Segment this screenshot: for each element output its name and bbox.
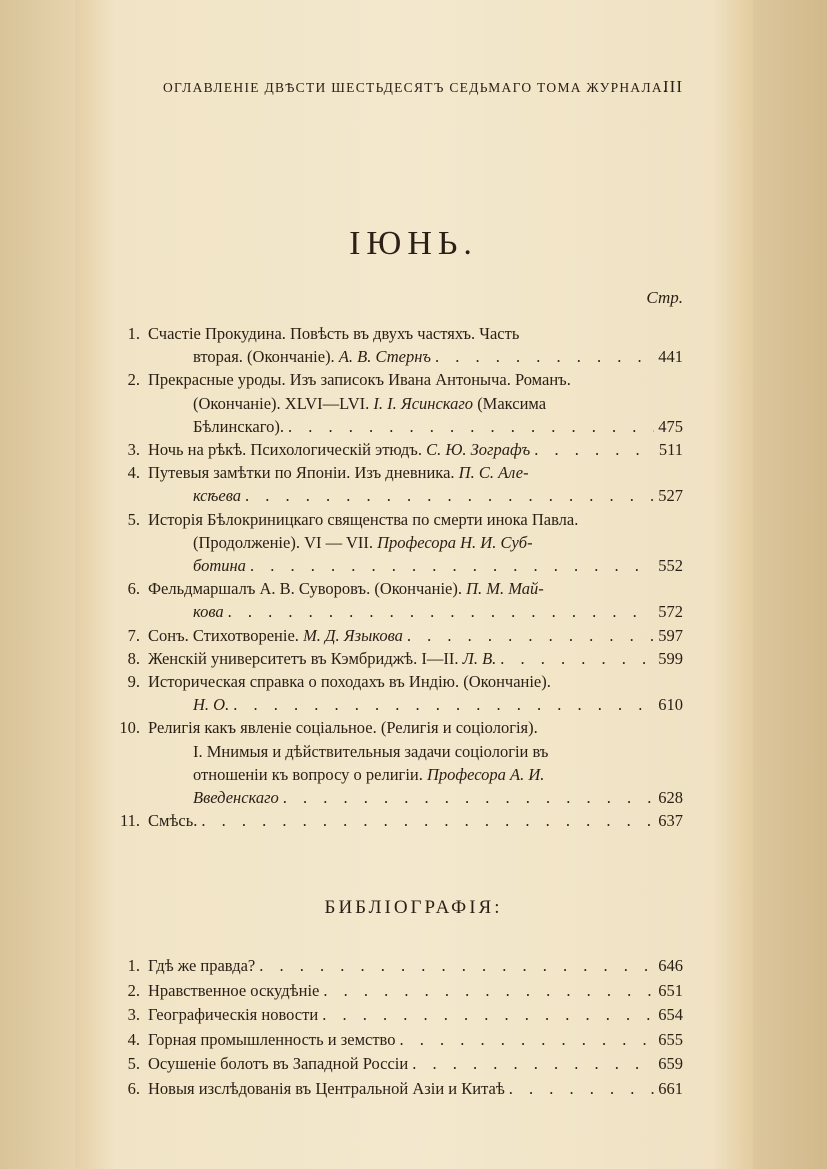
bibliography-title: БИБЛІОГРАФІЯ:: [324, 897, 503, 918]
toc-entry-title: Фельдмаршалъ А. В. Суворовъ. (Окончаніе).: [148, 579, 462, 599]
toc-entry-page: 610: [658, 695, 683, 715]
leader-dots: [412, 1052, 654, 1077]
toc-entry: [110, 577, 683, 623]
list-item-page: 661: [658, 1078, 683, 1098]
toc-entry-title: Прекрасные уроды. Изъ записокъ Ивана Антоныча. Романъ.: [148, 370, 571, 390]
toc-entry-author: Професора А. И.: [427, 764, 545, 784]
list-item-number: 2.: [127, 980, 140, 1000]
toc-entry-text: вторая. (Окончаніе).: [193, 347, 335, 367]
list-item-text: Новыя изслѣдованія въ Центральной Азіи и Китаѣ: [148, 1078, 505, 1098]
list-item-text: Гдѣ же правда?: [148, 956, 256, 975]
toc-entry-author: кова: [193, 602, 224, 622]
toc-entry-page: 441: [658, 347, 683, 367]
toc-entry: [110, 508, 683, 578]
toc-entry-title: Историческая справка о походахъ въ Индію. (Окончаніе).: [148, 672, 551, 692]
toc-entry-number: 1.: [127, 324, 140, 343]
toc-entry-page: 511: [658, 440, 683, 460]
list-item-page: 655: [658, 1029, 683, 1049]
toc-entry-page: 599: [658, 648, 683, 668]
toc-entry-number: 2.: [127, 370, 140, 390]
toc-entry: [110, 461, 683, 507]
toc-entry-page: 597: [658, 625, 683, 645]
toc-entry-number: 3.: [127, 440, 140, 460]
list-item-number: 3.: [127, 1005, 140, 1024]
list-item-number: 1.: [127, 956, 140, 975]
leader-dots: [228, 600, 655, 623]
leader-dots: [283, 786, 654, 809]
toc-entry: [110, 809, 683, 832]
toc-entry-title: Смѣсь.: [148, 811, 198, 831]
toc-entry: [110, 368, 683, 438]
leader-dots: [323, 979, 654, 1004]
toc-entry-number: 8.: [127, 648, 140, 668]
toc-entry: [110, 647, 683, 670]
leader-dots: [233, 693, 654, 716]
list-item-number: 4.: [127, 1029, 140, 1049]
leader-dots: [399, 1028, 654, 1053]
leader-dots: [322, 1003, 654, 1028]
list-item: [110, 1028, 683, 1053]
list-item-page: 659: [658, 1054, 683, 1073]
list-item: [110, 1003, 683, 1028]
toc-entry-title: Женскій университетъ въ Кэмбриджѣ. I—II.: [148, 648, 459, 668]
toc-entry-text: (Окончаніе). XLVI—LVI.: [193, 393, 370, 413]
leader-dots: [250, 554, 654, 577]
toc-entry-author: Н. О.: [193, 695, 230, 715]
toc-entry: [110, 670, 683, 716]
toc-entry: [110, 438, 683, 461]
list-item-text: Горная промышленность и земство: [148, 1029, 396, 1049]
list-item-page: 646: [658, 956, 683, 975]
leader-dots: [245, 484, 654, 507]
toc-entry-number: 4.: [127, 463, 140, 483]
section-title: ІЮНЬ.: [349, 225, 478, 262]
list-item-text: Осушеніе болотъ въ Западной Россіи: [148, 1054, 409, 1073]
toc-entry-author: П. М. Май-: [466, 579, 544, 599]
toc-entry-title: Путевыя замѣтки по Японіи. Изъ дневника.: [148, 463, 455, 483]
toc-entry-author: С. Ю. Зографъ: [426, 440, 531, 460]
running-header: [163, 77, 683, 96]
list-item: [110, 954, 683, 979]
toc-entry-author: Л. В.: [462, 648, 497, 668]
list-item-text: Нравственное оскудѣніе: [148, 980, 320, 1000]
leader-dots: [435, 345, 654, 368]
toc-entry-page: 527: [658, 486, 683, 506]
toc-entry-author: Введенскаго: [193, 788, 279, 808]
toc-entry-text: отношеніи къ вопросу о религіи.: [193, 764, 423, 784]
leader-dots: [509, 1077, 654, 1102]
bibliography-list: [110, 954, 683, 1101]
toc-entry: [110, 716, 683, 809]
toc-entry-page: 552: [658, 556, 683, 576]
running-title: ОГЛАВЛЕНІЕ ДВѢСТИ ШЕСТЬДЕСЯТЪ СЕДЬМАГО ТОМА ЖУРНАЛА.: [163, 80, 668, 95]
toc-entry-author: ботина: [193, 556, 246, 576]
toc-entry-number: 11.: [119, 811, 140, 831]
table-of-contents: [110, 322, 683, 832]
toc-entry-author: А. В. Стернъ: [338, 347, 431, 367]
toc-entry-text: (Максима: [477, 393, 547, 413]
leader-dots: [201, 809, 654, 832]
right-page-edge: [753, 0, 827, 1169]
toc-entry-page: 475: [658, 416, 683, 436]
leader-dots: [534, 438, 655, 461]
leader-dots: [259, 954, 654, 979]
toc-entry-text: Бѣлинскаго).: [193, 416, 284, 436]
list-item-number: 6.: [127, 1078, 140, 1098]
toc-entry-text: (Продолженіе). VI — VII.: [193, 532, 373, 552]
left-page-edge: [0, 0, 75, 1169]
toc-entry-title: Сонъ. Стихотвореніе.: [148, 625, 299, 645]
toc-entry-page: 628: [658, 788, 683, 808]
list-item-page: 654: [658, 1005, 683, 1024]
toc-entry-author: Професора Н. И. Суб-: [377, 532, 533, 552]
toc-entry-author: П. С. Але-: [458, 463, 529, 483]
toc-entry: [110, 322, 683, 368]
toc-entry-page: 572: [658, 602, 683, 622]
toc-entry-author: ксѣева: [193, 486, 242, 506]
leader-dots: [500, 647, 654, 670]
list-item: [110, 1052, 683, 1077]
leader-dots: [288, 415, 654, 438]
leader-dots: [407, 624, 654, 647]
toc-entry: [110, 624, 683, 647]
toc-entry-author: I. I. Ясинскаго: [373, 393, 474, 413]
toc-entry-page: 637: [658, 811, 683, 831]
list-item-number: 5.: [127, 1054, 140, 1073]
page-column-label: Стр.: [646, 288, 683, 307]
toc-entry-text: I. Мнимыя и дѣйствительныя задачи соціологіи въ: [193, 741, 549, 761]
list-item: [110, 1077, 683, 1102]
toc-entry-number: 6.: [127, 579, 140, 599]
toc-entry-title: Счастіе Прокудина. Повѣсть въ двухъ частяхъ. Часть: [148, 324, 520, 343]
toc-entry-number: 5.: [127, 509, 140, 529]
toc-entry-title: Ночь на рѣкѣ. Психологическій этюдъ.: [148, 440, 422, 460]
toc-entry-author: М. Д. Языкова: [303, 625, 403, 645]
list-item-text: Географическія новости: [148, 1005, 319, 1024]
list-item: [110, 979, 683, 1004]
toc-entry-number: 9.: [127, 672, 140, 692]
toc-entry-number: 10.: [119, 718, 140, 738]
toc-entry-title: Исторія Бѣлокриницкаго священства по смерти инока Павла.: [148, 509, 579, 529]
toc-entry-number: 7.: [127, 625, 140, 645]
list-item-page: 651: [658, 980, 683, 1000]
page-number: III: [663, 77, 683, 96]
toc-entry-title: Религія какъ явленіе соціальное. (Религія и соціологія).: [148, 718, 538, 738]
